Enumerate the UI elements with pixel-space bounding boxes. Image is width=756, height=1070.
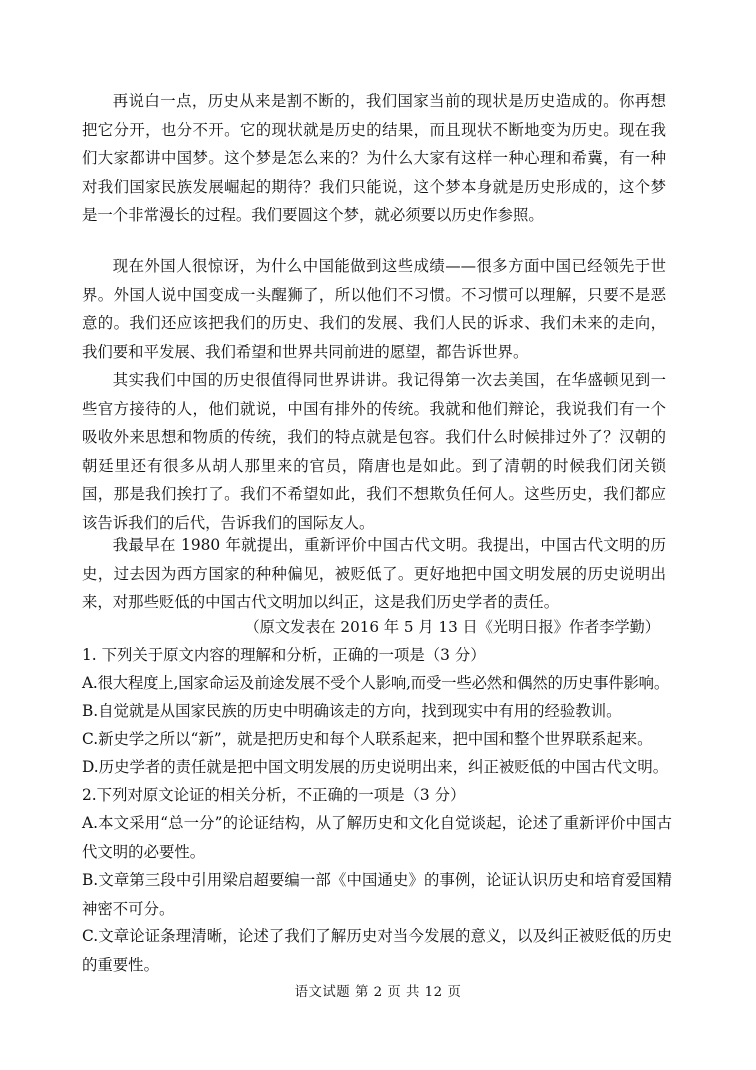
question-1-stem: 1. 下列关于原文内容的理解和分析，正确的一项是（3 分）: [82, 646, 486, 664]
passage-paragraph: 再说白一点，历史从来是割不断的，我们国家当前的现状是历史造成的。你再想把它分开，也分不开。它的现状就是历史的结果，而且现状不断地变为历史。现在我们大家都讲中国梦。这个梦是怎么来的？为什么大家有这样一种心理和希冀，有一种对我们国家民族发展崛起的期待？我们只能说，这个梦本身就是历史形成的，这个梦是一个非常漫长的过程。我们要圆这个梦，就必须要以历史作参照。: [82, 92, 666, 225]
page-footer: 语文试题 第 2 页 共 12 页: [294, 985, 462, 1000]
passage-paragraph: 其实我们中国的历史很值得同世界讲讲。我记得第一次去美国，在华盛顿见到一些官方接待的人，他们就说，中国有排外的传统。我就和他们辩论，我说我们有一个吸收外来思想和物质的传统，我们的特点就是包容。我们什么时候排过外了？汉朝的朝廷里还有很多从胡人那里来的官员，隋唐也是如此。到了清朝的时候我们闭关锁国，那是我们挨打了。我们不希望如此，我们不想欺负任何人。这些历史，我们都应该告诉我们的后代，告诉我们的国际友人。: [82, 371, 666, 532]
question-2-stem: 2.下列对原文论证的相关分析，不正确的一项是（3 分）: [82, 786, 466, 804]
question-2-option-b: B.文章第三段中引用梁启超要编一部《中国通史》的事例，论证认识历史和培育爱国精神密不可分。: [82, 871, 672, 918]
passage-source: （原文发表在 2016 年 5 月 13 日《光明日报》作者李学勤）: [244, 618, 660, 636]
question-1-option-a: A.很大程度上,国家命运及前途发展不受个人影响,而受一些必然和偶然的历史事件影响。: [82, 674, 670, 692]
passage-paragraph: 我最早在 1980 年就提出，重新评价中国古代文明。我提出，中国古代文明的历史，过去因为西方国家的种种偏见，被贬低了。更好地把中国文明发展的历史说明出来，对那些贬低的中国古代文明加以纠正，这是我们历史学者的责任。: [82, 536, 666, 612]
question-1-option-b: B.自觉就是从国家民族的历史中明确该走的方向，找到现实中有用的经验教训。: [82, 702, 622, 720]
question-1-option-c: C.新史学之所以“新”，就是把历史和每个人联系起来，把中国和整个世界联系起来。: [82, 730, 653, 748]
question-2-option-a: A.本文采用“总一分”的论证结构，从了解历史和文化自觉谈起，论述了重新评价中国古代文明的必要性。: [82, 814, 672, 861]
question-2-option-c: C.文章论证条理清晰，论述了我们了解历史对当今发展的意义，以及纠正被贬低的历史的重要性。: [82, 927, 672, 974]
question-1-option-d: D.历史学者的责任就是把中国文明发展的历史说明出来，纠正被贬低的中国古代文明。: [82, 758, 669, 776]
passage-paragraph: 现在外国人很惊讶，为什么中国能做到这些成绩——很多方面中国已经领先于世界。外国人说中国变成一头醒狮了，所以他们不习惯。不习惯可以理解，只要不是恶意的。我们还应该把我们的历史、我们的发展、我们人民的诉求、我们未来的走向，我们要和平发展、我们希望和世界共同前进的愿望，都告诉世界。: [82, 257, 666, 361]
